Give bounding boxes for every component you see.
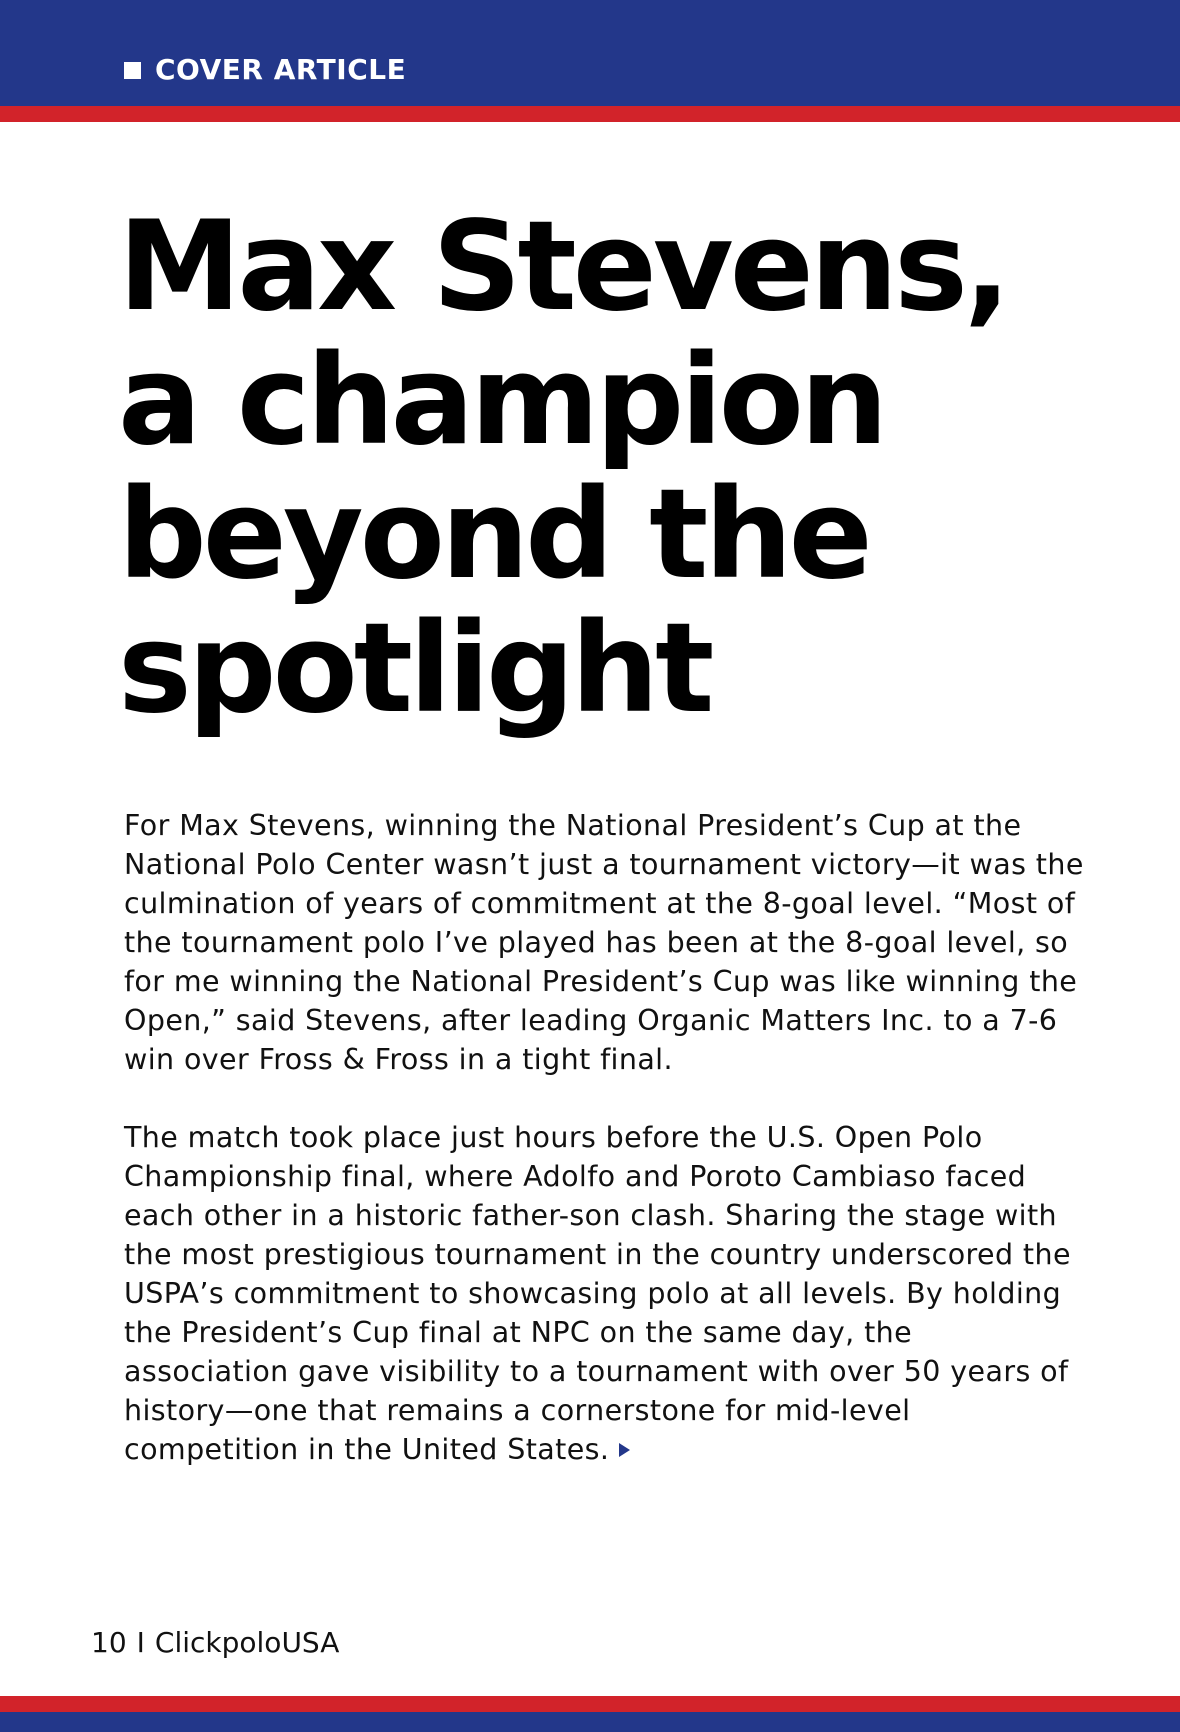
header-red-stripe <box>0 106 1180 122</box>
body-paragraph-2 <box>124 1118 1084 1469</box>
footer-band <box>0 1712 1180 1732</box>
headline-line-4: spotlight <box>118 597 711 741</box>
headline-line-3: beyond the <box>118 463 869 607</box>
footer-red-stripe <box>0 1696 1180 1712</box>
publication-name: ClickpoloUSA <box>154 1626 340 1659</box>
section-label-text: COVER ARTICLE <box>155 53 407 86</box>
paragraph-2-text: The match took place just hours before the U.S. Open Polo Championship final, where Adolfo and Poroto Cambiaso faced each other in a historic father-son clash. Sharing the stage with the most prestigious tournament in the country underscored the USPA’s commitment to showcasing polo at all levels. By holding the President’s Cup final at NPC on the same day, the association gave visibility to a tournament with over 50 years of history—one that remains a cornerstone for mid-level competition in the United States. <box>124 1121 1071 1466</box>
page-footer <box>91 1623 339 1663</box>
article-headline <box>118 195 1158 741</box>
body-paragraph-1 <box>124 806 1084 1079</box>
article-body <box>124 806 1084 1469</box>
triangle-right-icon <box>619 1443 630 1457</box>
square-icon <box>124 62 141 79</box>
paragraph-1-text: For Max Stevens, winning the National President’s Cup at the National Polo Center wasn’t just a tournament victory—it was the culmination of years of commitment at the 8-goal level. “Most of the tournament polo I’ve played has been at the 8-goal level, so for me winning the National President’s Cup was like winning the Open,” said Stevens, after leading Organic Matters Inc. to a 7-6 win over Fross & Fross in a tight final. <box>124 809 1084 1076</box>
headline-line-2: a champion <box>118 329 885 473</box>
page-number: 10 <box>91 1626 127 1659</box>
headline-line-1: Max Stevens, <box>118 195 1008 339</box>
section-label <box>124 50 406 90</box>
footer-separator: I <box>136 1626 145 1659</box>
